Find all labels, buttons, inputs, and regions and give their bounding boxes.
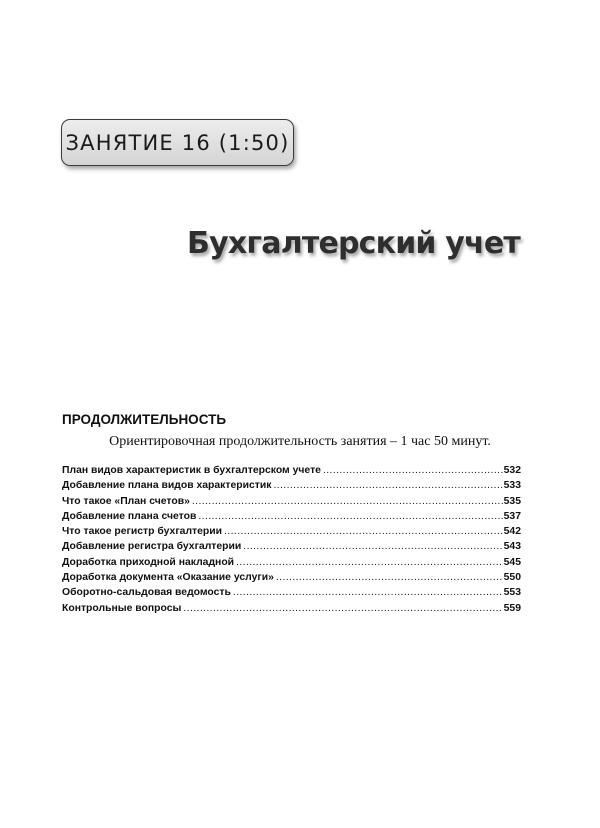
toc-entry-label: Доработка документа «Оказание услуги» (62, 572, 274, 584)
toc-entry[interactable] (62, 555, 521, 570)
duration-text: Ориентировочная продолжительность занятия – 1 час 50 минут. (109, 434, 491, 449)
toc-dot-leader (236, 555, 503, 570)
toc-entry-page: 559 (503, 602, 521, 614)
toc-entry[interactable] (62, 585, 521, 600)
toc-entry-page: 533 (503, 480, 521, 492)
toc-entry-page: 543 (503, 541, 521, 553)
toc-dot-leader (233, 585, 503, 600)
toc-dot-leader (323, 463, 503, 478)
toc-entry[interactable] (62, 539, 521, 554)
toc-entry[interactable] (62, 463, 521, 478)
toc-entry-page: 550 (503, 572, 521, 584)
toc-entry[interactable] (62, 524, 521, 539)
toc-entry[interactable] (62, 494, 521, 509)
table-of-contents (62, 463, 521, 616)
toc-entry[interactable] (62, 601, 521, 616)
toc-entry[interactable] (62, 478, 521, 493)
toc-entry-label: Оборотно-сальдовая ведомость (62, 587, 231, 599)
toc-entry-page: 542 (503, 526, 521, 538)
toc-dot-leader (198, 509, 502, 524)
toc-entry[interactable] (62, 570, 521, 585)
toc-entry-label: Что такое «План счетов» (62, 495, 190, 507)
toc-entry-label: Что такое регистр бухгалтерии (62, 526, 223, 538)
toc-entry-page: 553 (503, 587, 521, 599)
toc-dot-leader (183, 601, 502, 616)
toc-entry-page: 545 (503, 556, 521, 568)
toc-entry-page: 535 (503, 495, 521, 507)
toc-dot-leader (192, 494, 503, 509)
toc-entry-label: План видов характеристик в бухгалтерском учете (62, 465, 321, 476)
toc-dot-leader (273, 478, 502, 493)
chapter-title: Бухгалтерский учет (187, 226, 520, 261)
toc-dot-leader (276, 570, 503, 585)
toc-entry-label: Доработка приходной накладной (62, 556, 235, 568)
toc-dot-leader (224, 524, 503, 539)
duration-heading: ПРОДОЛЖИТЕЛЬНОСТЬ (62, 412, 227, 427)
toc-entry-page: 532 (503, 465, 521, 476)
toc-entry-label: Добавление регистра бухгалтерии (62, 541, 242, 553)
toc-entry[interactable] (62, 509, 521, 524)
toc-entry-label: Контрольные вопросы (62, 602, 182, 614)
toc-entry-page: 537 (503, 510, 521, 522)
lesson-badge: ЗАНЯТИЕ 16 (1:50) (61, 119, 294, 166)
toc-entry-label: Добавление плана счетов (62, 510, 197, 522)
toc-dot-leader (243, 539, 502, 554)
toc-entry-label: Добавление плана видов характеристик (62, 480, 272, 492)
